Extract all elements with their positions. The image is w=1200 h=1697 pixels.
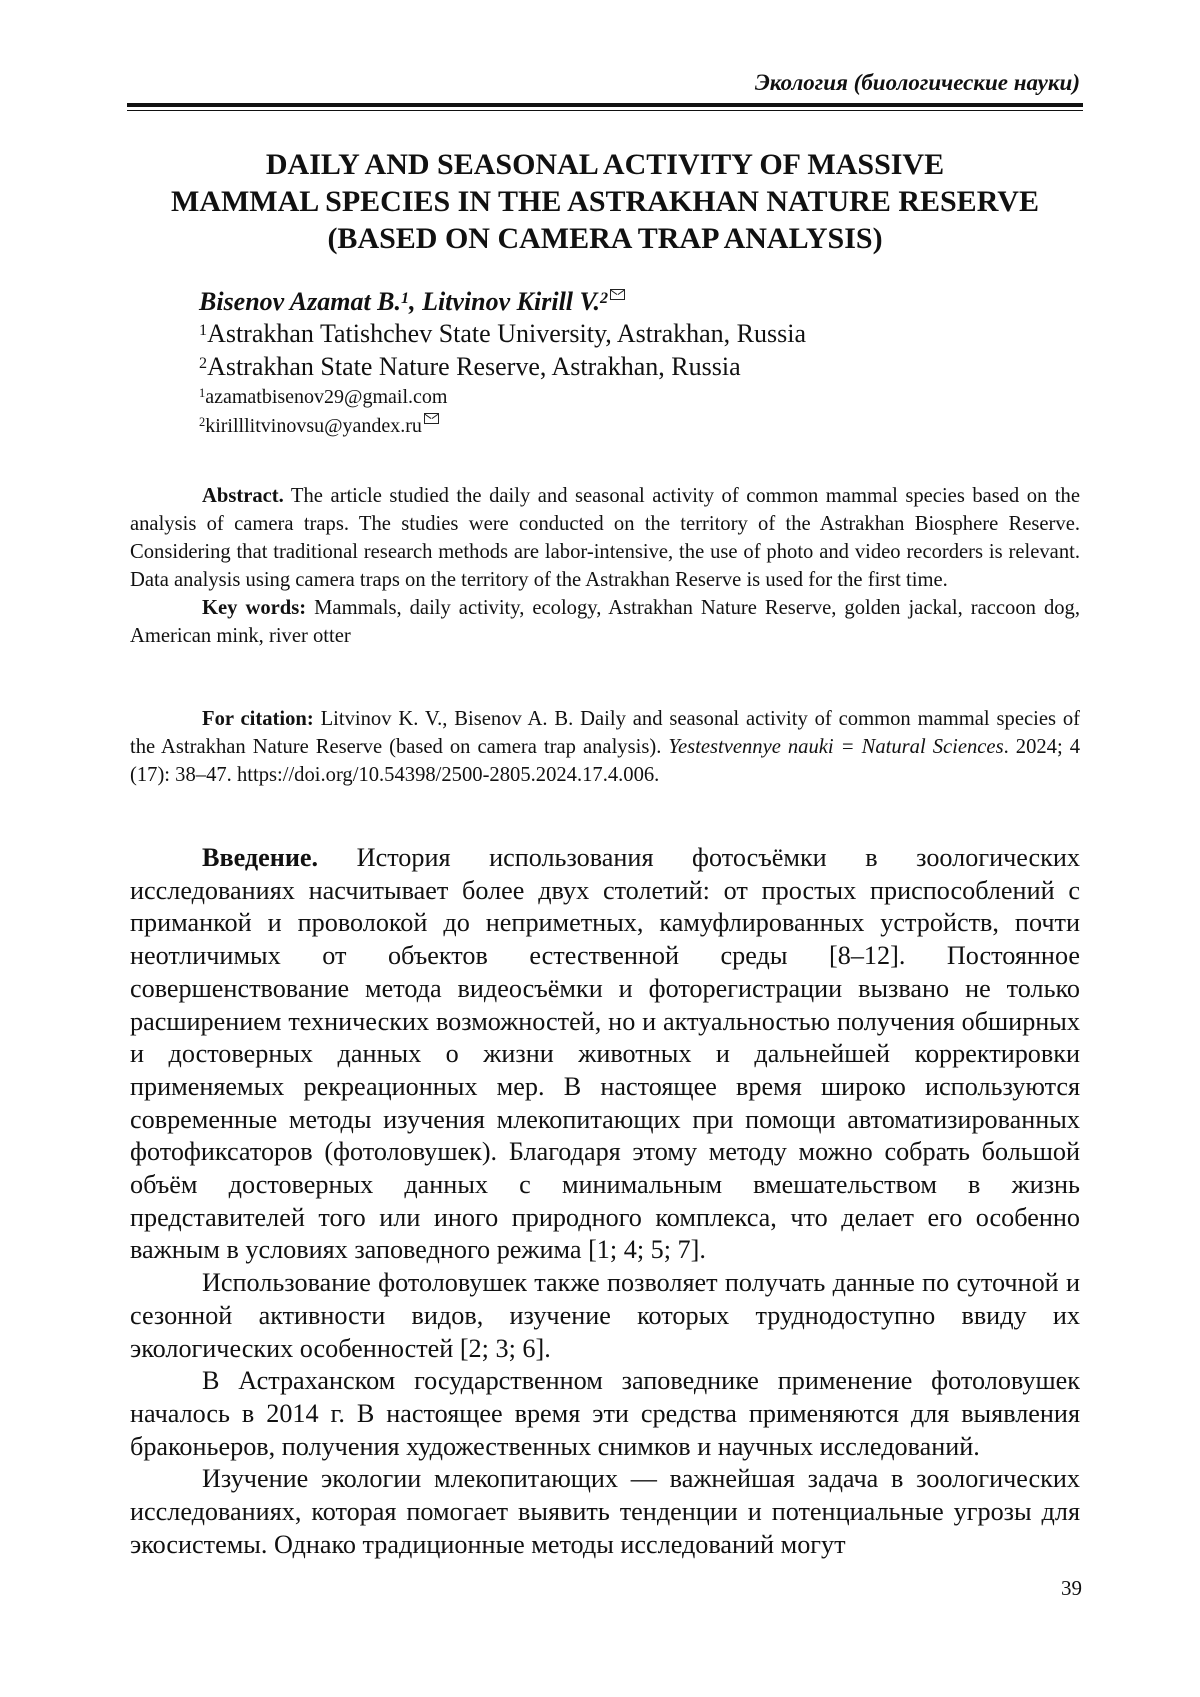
author-1-sup: 1 (401, 289, 410, 307)
affiliation-2 (199, 350, 806, 383)
email-2 (199, 412, 806, 441)
page-number: 39 (1061, 1576, 1082, 1600)
author-separator: , (409, 287, 423, 316)
envelope-icon (424, 413, 439, 424)
citation-label: For citation: (202, 708, 314, 730)
article-title (127, 146, 1083, 257)
author-2: Litvinov Kirill V. (422, 287, 601, 316)
email-1-sup: 1 (199, 386, 206, 401)
abstract-label: Abstract. (202, 485, 284, 507)
citation-text-after: . 2024; 4 (17): 38–47. https://doi.org/10.54398/2500-2805.2024.17.4.006. (130, 736, 1080, 786)
title-line-2: MAMMAL SPECIES IN THE ASTRAKHAN NATURE RESERVE (171, 185, 1039, 218)
abstract-block (130, 482, 1080, 650)
header-rule-thin (127, 110, 1083, 111)
citation-text-before: Litvinov K. V., Bisenov A. B. Daily and seasonal activity of common mammal species of the Astrakhan Nature Reserve (based on camera trap analysis). (130, 708, 1080, 758)
title-line-1: DAILY AND SEASONAL ACTIVITY OF MASSIVE (265, 148, 945, 181)
paragraph-4: Изучение экологии млекопитающих — важнейшая задача в зоологических исследованиях, которая помогает выявить тенденции и потенциальные угрозы для экосистемы. Однако традиционные методы исследований могут (130, 1464, 1080, 1559)
envelope-icon (610, 289, 625, 300)
header-rule-thick (127, 103, 1083, 107)
affiliation-2-sup: 2 (199, 354, 208, 372)
title-line-3: (BASED ON CAMERA TRAP ANALYSIS) (327, 222, 883, 255)
email-2-link[interactable]: kirilllitvinovsu@yandex.ru (205, 415, 422, 437)
email-1-link[interactable]: azamatbisenov29@gmail.com (205, 386, 448, 408)
author-block (199, 286, 806, 441)
running-header: Экология (биологические науки) (754, 70, 1080, 95)
email-2-sup: 2 (199, 415, 206, 430)
citation-journal: Yestestvennye nauki = Natural Sciences (668, 736, 1004, 758)
citation-paragraph (130, 705, 1080, 789)
affiliation-1-text: Astrakhan Tatishchev State University, Astrakhan, Russia (207, 319, 807, 348)
author-1: Bisenov Azamat B. (199, 287, 402, 316)
intro-heading: Введение. (202, 843, 319, 872)
abstract-text: The article studied the daily and seasonal activity of common mammal species based on the analysis of camera traps. The studies were conducted on the territory of the Astrakhan Biosphere Reserve. Considering that traditional research methods are labor-intensive, the use of photo and video recorders is relevant. Data analysis using camera traps on the territory of the Astrakhan Reserve is used for the first time. (130, 485, 1080, 591)
author-names (199, 286, 806, 317)
email-1 (199, 383, 806, 412)
keywords-label: Key words: (202, 597, 307, 619)
author-2-sup: 2 (600, 289, 609, 307)
affiliation-1-sup: 1 (199, 321, 208, 339)
citation-block (130, 705, 1080, 789)
paragraph-intro (130, 842, 1080, 1267)
affiliation-1 (199, 317, 806, 350)
paragraph-intro-text: История использования фотосъёмки в зоологических исследованиях насчитывает более двух столетий: от простых приспособлений с приманкой и проволокой до неприметных, камуфлированных устройств, почти неотличимых от объектов естественной среды [8–12]. Постоянное совершенствование метода видеосъёмки и фоторегистрации вызвано не только расширением технических возможностей, но и актуальностью получения обширных и достоверных данных о жизни животных и дальнейшей корректировки применяемых рекреационных мер. В настоящее время широко используются современные методы изучения млекопитающих при помощи автоматизированных фотофиксаторов (фотоловушек). Благодаря этому методу можно собрать большой объём достоверных данных с минимальным вмешательством в жизнь представителей того или иного природного комплекса, что делает его особенно важным в условиях заповедного режима [1; 4; 5; 7]. (130, 843, 1080, 1265)
paragraph-3: В Астраханском государственном заповеднике применение фотоловушек началось в 2014 г. В настоящее время эти средства применяются для выявления браконьеров, получения художественных снимков и научных исследований. (130, 1366, 1080, 1461)
affiliation-2-text: Astrakhan State Nature Reserve, Astrakhan, Russia (207, 352, 741, 381)
abstract-paragraph (130, 482, 1080, 594)
main-text (130, 842, 1080, 1561)
keywords-paragraph (130, 594, 1080, 650)
keywords-text: Mammals, daily activity, ecology, Astrakhan Nature Reserve, golden jackal, raccoon dog, American mink, river otter (130, 597, 1080, 647)
paragraph-2: Использование фотоловушек также позволяет получать данные по суточной и сезонной активности видов, изучение которых труднодоступно ввиду их экологических особенностей [2; 3; 6]. (130, 1268, 1080, 1363)
